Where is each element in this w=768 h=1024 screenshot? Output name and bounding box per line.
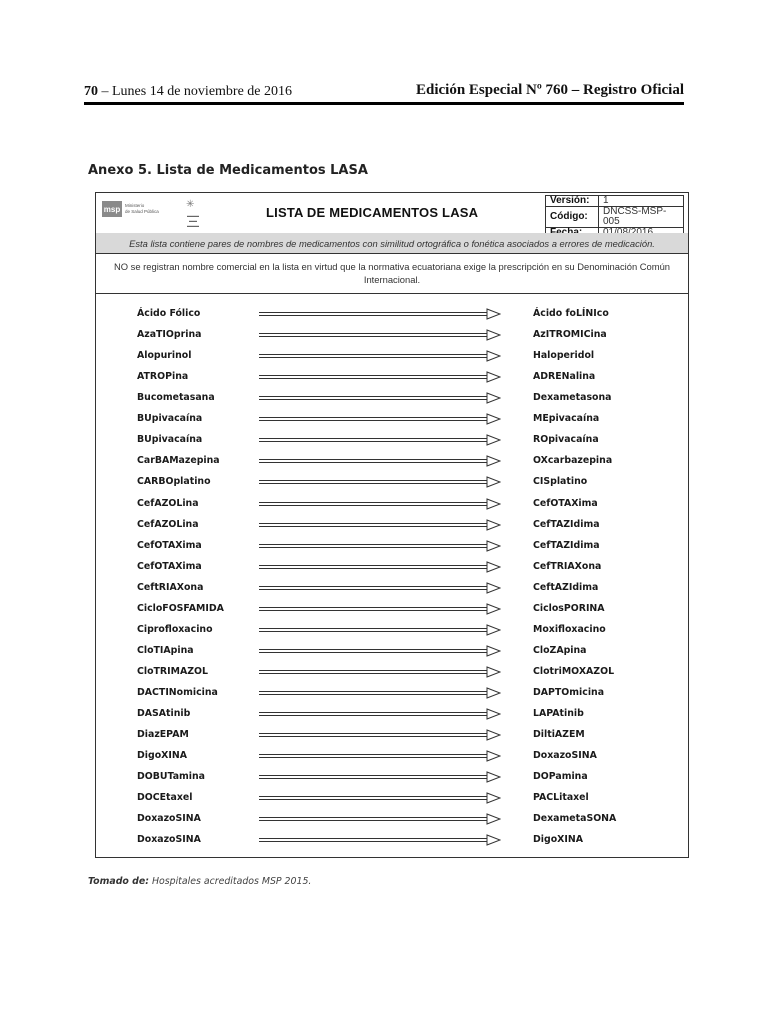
msp-logo-line1: Ministerio (125, 203, 145, 208)
drug-name-right: DOPamina (533, 771, 588, 783)
drug-name-left: CloTRIMAZOL (137, 665, 208, 677)
drug-pair-row (137, 348, 657, 364)
drug-name-left: CloTIApina (137, 644, 194, 656)
drug-name-left: DiazEPAM (137, 729, 189, 740)
drug-name-right: DexametaSONA (533, 813, 617, 825)
drug-name-left: CARBOplatino (137, 476, 211, 488)
drug-name-right: CefTAZIdima (533, 518, 600, 530)
annex-title: Anexo 5. Lista de Medicamentos LASA (88, 163, 368, 178)
drug-pair-row (137, 832, 657, 848)
drug-pair-row (137, 706, 657, 722)
drug-pair-row (137, 622, 657, 638)
meta-label: Código: (546, 207, 599, 228)
disclaimer-text: NO se registran nombre comercial en la lista en virtud que la normativa ecuatoriana exige la prescripción en su Denominación Común Internacional. (96, 254, 688, 294)
drug-name-left: Alopurinol (137, 350, 192, 362)
drug-name-right: MEpivacaína (533, 413, 600, 425)
drug-name-right: CefTAZIdima (533, 539, 600, 551)
drug-pair-row (137, 559, 657, 575)
drug-name-left: CefOTAXima (137, 539, 202, 551)
drug-pair-row (137, 474, 657, 490)
drug-name-left: DOCEtaxel (137, 792, 193, 804)
drug-name-right: Ácido foLÍNIco (533, 308, 609, 319)
drug-name-left: ATROPina (137, 371, 189, 383)
drug-name-left: AzaTIOprina (137, 329, 202, 341)
arrow-right-icon (259, 308, 501, 320)
publication-name: Edición Especial Nº 760 – Registro Oficial (415, 82, 684, 98)
msp-logo-line2: de Salud Pública (125, 209, 159, 214)
drug-name-right: ClotriMOXAZOL (533, 665, 615, 677)
drug-name-right: Haloperidol (533, 350, 595, 362)
arrow-right-icon (259, 540, 501, 552)
drug-name-left: CeftRIAXona (137, 581, 204, 593)
page-number: 70 (84, 84, 98, 99)
drug-name-left: CefAZOLina (137, 497, 199, 509)
drug-name-right: CefOTAXima (533, 497, 598, 509)
arrow-right-icon (259, 750, 501, 762)
meta-row-code (546, 207, 684, 228)
drug-pair-row (137, 432, 657, 448)
drug-pair-row (137, 601, 657, 617)
arrow-right-icon (259, 392, 501, 404)
arrow-right-icon (259, 813, 501, 825)
header-rule (84, 102, 684, 105)
drug-pair-row (137, 643, 657, 659)
drug-pair-row (137, 453, 657, 469)
page-header (84, 82, 684, 104)
drug-name-left: BUpivacaína (137, 413, 203, 425)
drug-pair-row (137, 369, 657, 385)
issue-date: – Lunes 14 de noviembre de 2016 (101, 84, 293, 99)
arrow-right-icon (259, 329, 501, 341)
drug-name-left: DigoXINA (137, 750, 187, 761)
arrow-right-icon (259, 624, 501, 636)
source-note (88, 876, 311, 887)
page-number-date (84, 84, 292, 100)
drug-name-right: DAPTOmicina (533, 686, 605, 698)
msp-logo-text (125, 203, 159, 215)
arrow-right-icon (259, 582, 501, 594)
arrow-right-icon (259, 519, 501, 531)
arrow-right-icon (259, 603, 501, 615)
drug-pair-row (137, 790, 657, 806)
drug-name-left: BUpivacaína (137, 434, 203, 446)
meta-label: Versión: (546, 196, 599, 207)
drug-name-right: AzITROMICina (533, 329, 607, 341)
arrow-right-icon (259, 771, 501, 783)
drug-name-left: CarBAMazepina (137, 455, 220, 467)
meta-row-version (546, 196, 684, 207)
drug-name-right: Dexametasona (533, 392, 612, 404)
arrow-right-icon (259, 708, 501, 720)
drug-name-right: ROpivacaína (533, 434, 599, 446)
drug-name-right: CefTRIAXona (533, 560, 602, 572)
arrow-right-icon (259, 455, 501, 467)
source-text: Hospitales acreditados MSP 2015. (151, 876, 312, 887)
arrow-right-icon (259, 729, 501, 741)
drug-pair-row (137, 580, 657, 596)
drug-name-left: DACTINomicina (137, 686, 218, 698)
drug-pair-row (137, 517, 657, 533)
drug-name-right: OXcarbazepina (533, 455, 613, 467)
meta-value: DNCSS-MSP-005 (599, 207, 684, 228)
drug-name-left: Bucometasana (137, 392, 215, 404)
drug-name-left: CicloFOSFAMIDA (137, 602, 224, 614)
drug-name-right: CeftAZIdima (533, 581, 599, 593)
drug-pair-row (137, 727, 657, 743)
drug-pair-row (137, 327, 657, 343)
document-header (96, 193, 688, 234)
drug-pair-row (137, 390, 657, 406)
drug-name-left: DASAtinib (137, 708, 191, 719)
drug-pair-row (137, 411, 657, 427)
drug-name-right: DoxazoSINA (533, 750, 597, 761)
drug-name-left: DoxazoSINA (137, 813, 201, 825)
drug-name-left: DOBUTamina (137, 771, 206, 783)
drug-name-right: CiclosPORINA (533, 602, 605, 614)
drug-name-left: DoxazoSINA (137, 834, 201, 846)
drug-pair-row (137, 748, 657, 764)
arrow-right-icon (259, 645, 501, 657)
arrow-right-icon (259, 371, 501, 383)
drug-pair-row (137, 496, 657, 512)
drug-pair-row (137, 811, 657, 827)
description-note: Esta lista contiene pares de nombres de medicamentos con similitud ortográfica o fonética asociados a errores de medicación. (96, 233, 688, 254)
arrow-right-icon (259, 834, 501, 846)
drug-pair-row (137, 664, 657, 680)
seal-caption-icon: ▬▬▬ ▬▬ ▬▬▬ (187, 213, 199, 228)
source-label: Tomado de: (88, 876, 149, 887)
meta-value: 1 (599, 196, 684, 207)
drug-pair-row (137, 685, 657, 701)
drug-name-right: CloZApina (533, 644, 587, 656)
arrow-right-icon (259, 434, 501, 446)
msp-logo-icon: msp (102, 201, 122, 217)
arrow-right-icon (259, 666, 501, 678)
arrow-right-icon (259, 350, 501, 362)
arrow-right-icon (259, 498, 501, 510)
drug-name-left: CefAZOLina (137, 518, 199, 530)
arrow-right-icon (259, 413, 501, 425)
arrow-right-icon (259, 687, 501, 699)
drug-name-right: DiltiAZEM (533, 729, 585, 740)
document-title: LISTA DE MEDICAMENTOS LASA (266, 205, 479, 220)
drug-name-right: ADRENalina (533, 371, 596, 383)
drug-name-right: PACLitaxel (533, 792, 589, 804)
arrow-right-icon (259, 561, 501, 573)
drug-name-right: DigoXINA (533, 834, 583, 846)
drug-name-right: CISplatino (533, 476, 588, 488)
drug-pair-row (137, 306, 657, 322)
ministry-seal-icon (176, 199, 210, 227)
drug-name-right: LAPAtinib (533, 708, 584, 719)
drug-pair-row (137, 769, 657, 785)
seal-mark-icon: ✳ (186, 199, 195, 210)
drug-name-left: Ciprofloxacino (137, 623, 213, 635)
drug-pair-row (137, 538, 657, 554)
drug-name-left: Ácido Fólico (137, 308, 201, 319)
drug-name-left: CefOTAXima (137, 560, 202, 572)
arrow-right-icon (259, 476, 501, 488)
drug-name-right: Moxifloxacino (533, 623, 606, 635)
arrow-right-icon (259, 792, 501, 804)
